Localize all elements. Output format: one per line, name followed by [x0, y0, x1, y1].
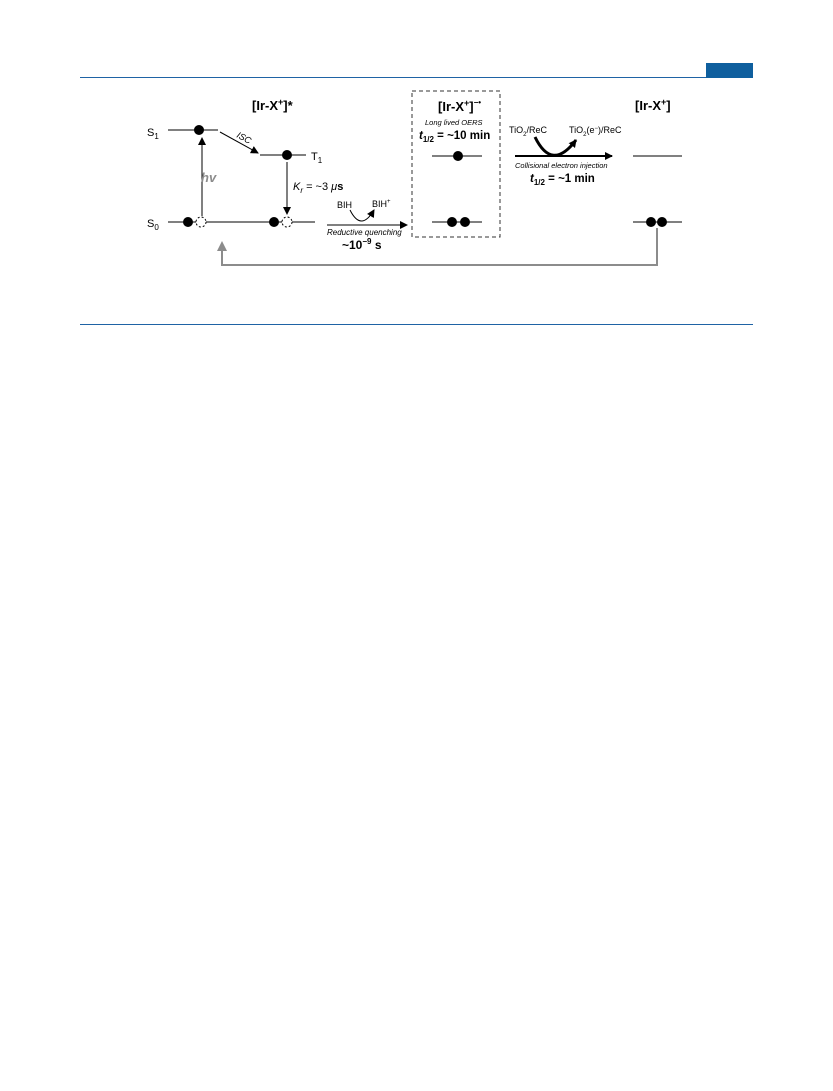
quench-reagent: BIH [337, 200, 353, 210]
middle-lower-electron-2 [460, 217, 470, 227]
injection-product: TiO$_2$(e−)/ReC [569, 125, 622, 138]
s1-label: $S_1$ [147, 127, 159, 141]
injection-reagent: TiO$_2$/ReC [509, 125, 548, 138]
right-lower-electron-2 [657, 217, 667, 227]
middle-half-life: $t_{1/2}$ = ~10 min [419, 130, 491, 144]
hv-label: hv [201, 170, 217, 185]
middle-lower-electron-1 [447, 217, 457, 227]
quench-time: $\sim 10^{-9}$ s [342, 237, 382, 252]
middle-subtitle: Long lived OERS [425, 118, 483, 127]
injection-label: Collisional electron injection [515, 161, 608, 170]
quench-curve-arrow [350, 210, 374, 221]
t1-electron [282, 150, 292, 160]
injection-half-life: $t_{1/2}$ = ~1 min [530, 173, 595, 187]
s0-electron-left [183, 217, 193, 227]
quench-product: BIH+ [372, 199, 391, 209]
s0-hole-left [196, 217, 206, 227]
photocatalysis-scheme [0, 0, 833, 340]
s0-label: $S_0$ [147, 218, 159, 232]
middle-upper-electron [453, 151, 463, 161]
s0-electron-right [269, 217, 279, 227]
right-state-title: [Ir-X+] [635, 97, 671, 113]
quench-label: Reductive quenching [327, 228, 402, 237]
footer-rule [80, 324, 753, 325]
right-lower-electron-1 [646, 217, 656, 227]
t1-label: $T_1$ [311, 151, 323, 165]
injection-curve-arrow [535, 137, 576, 155]
isc-label: ISC [235, 129, 254, 146]
kr-label: $K_r$ = ~3 μs [293, 181, 344, 195]
return-cycle-arrow [222, 228, 657, 265]
s1-electron [194, 125, 204, 135]
s0-hole-right [282, 217, 292, 227]
middle-state-title: [Ir-X+]−• [438, 98, 482, 114]
left-state-title: [Ir-X+]* [252, 97, 293, 113]
